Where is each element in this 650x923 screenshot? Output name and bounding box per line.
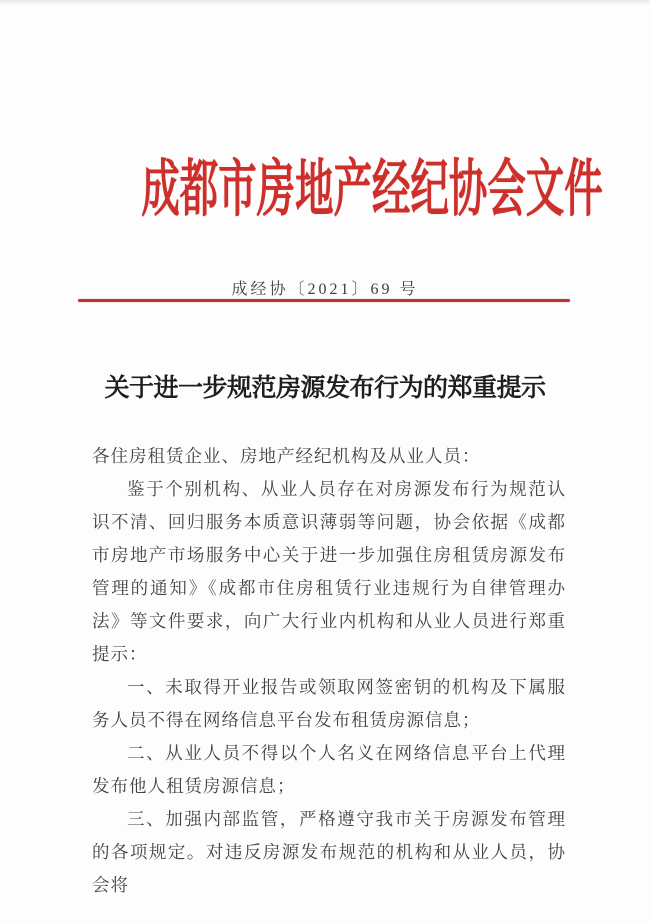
document-masthead: [0, 158, 650, 223]
body-paragraph-3: 二、从业人员不得以个人名义在网络信息平台上代理发布他人租赁房源信息；: [92, 743, 566, 796]
salutation-line: 各住房租赁企业、房地产经纪机构及从业人员：: [92, 446, 481, 466]
body-paragraph-1: 鉴于个别机构、从业人员存在对房源发布行为规范认识不清、回归服务本质意识薄弱等问题，协会依据《成都市房地产市场服务中心关于进一步加强住房租赁房源发布管理的通知》《成都市住房租赁行业违规行为自律管理办法》等文件要求，向广大行业内机构和从业人员进行郑重提示：: [92, 479, 566, 664]
body-paragraph-4: 三、加强内部监管，严格遵守我市关于房源发布管理的各项规定。对违反房源发布规范的机构和从业人员，协会将: [92, 809, 566, 895]
document-number: 成经协〔2021〕69 号: [231, 281, 419, 298]
document-title: 关于进一步规范房源发布行为的郑重提示: [104, 375, 546, 402]
body-paragraph-2: 一、未取得开业报告或领取网签密钥的机构及下属服务人员不得在网络信息平台发布租赁房源信息；: [92, 677, 566, 730]
issuing-organization-title: 成都市房地产经纪协会文件: [141, 156, 603, 224]
red-divider-line: [78, 299, 570, 302]
document-body: [92, 440, 566, 902]
